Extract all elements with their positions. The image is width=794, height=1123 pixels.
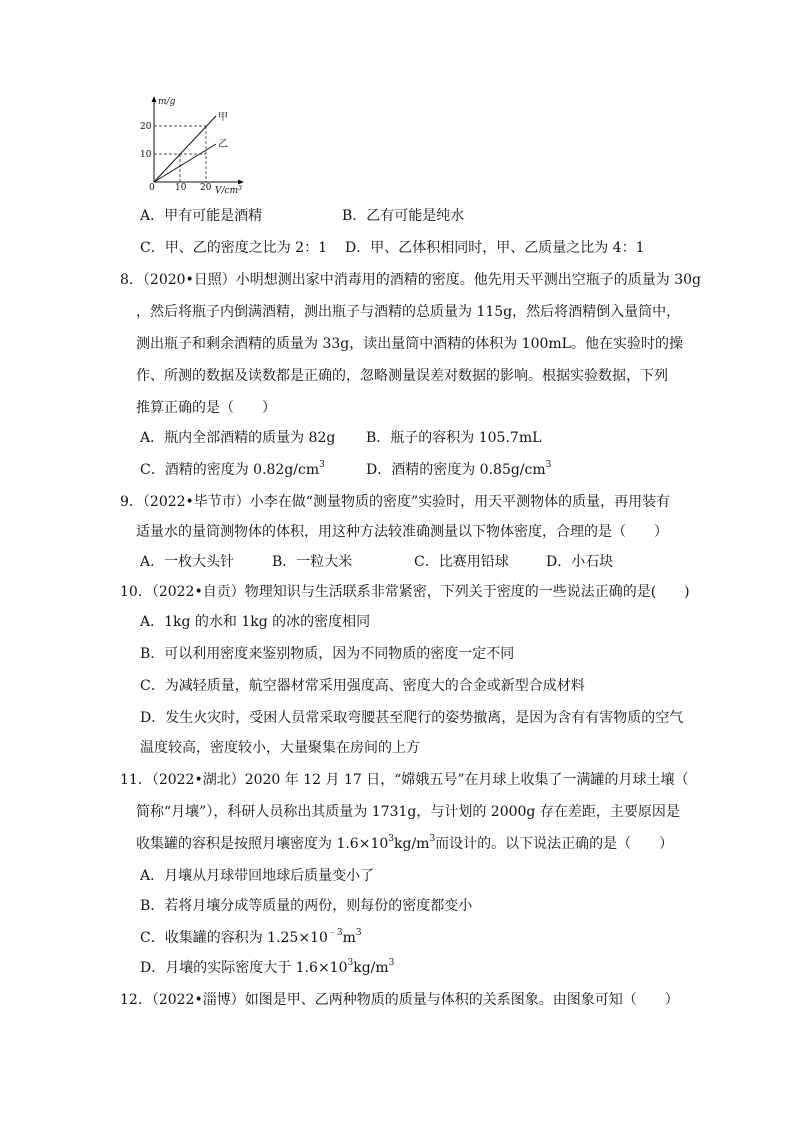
- x-tick-20: 20: [200, 183, 212, 193]
- q11-line-3-sup1: 3: [388, 834, 394, 845]
- q8-line-5: 推算正确的是（ ）: [136, 400, 276, 416]
- q8-option-a: A．瓶内全部酒精的质量为 82g: [140, 430, 336, 446]
- mass-volume-graph: [136, 92, 256, 196]
- q8-line-1: 8．（2020•日照）小明想测出家中消毒用的酒精的密度。他先用天平测出空瓶子的质量为 30g: [120, 272, 702, 288]
- q8-option-d-sup: 3: [545, 460, 552, 471]
- line-yi-label: 乙: [218, 139, 228, 150]
- q11-option-b: B．若将月壤分成等质量的两份，则每份的密度都变小: [140, 898, 473, 914]
- q11-line-1: 11．（2022•湖北）2020 年 12 月 17 日，“嫦娥五号”在月球上收集了一满罐的月球土壤（: [120, 772, 689, 788]
- q11-option-c-a: C．收集罐的容积为 1.25×10: [140, 930, 328, 946]
- q8-option-d-text: D．酒精的密度为 0.85g/cm: [366, 462, 546, 478]
- q8-option-c-text: C．酒精的密度为 0.82g/cm: [140, 462, 320, 478]
- x-axis-arrow: [238, 180, 244, 185]
- y-axis-arrow: [152, 96, 157, 102]
- q11-option-d-sup1: 3: [347, 958, 354, 969]
- q11-option-d: [140, 958, 394, 978]
- y-tick-10: 10: [140, 150, 152, 160]
- q8-option-c-sup: 3: [319, 460, 325, 471]
- q8-option-d: [366, 460, 551, 480]
- q7-option-b: B．乙有可能是纯水: [342, 208, 465, 224]
- q10-option-d-line-2: 温度较高，密度较小，大量聚集在房间的上方: [140, 740, 420, 756]
- q10-line-1: 10．（2022•自贡）物理知识与生活联系非常紧密，下列关于密度的一些说法正确的是( ): [120, 584, 690, 600]
- q8-option-c: [140, 460, 325, 480]
- q10-option-c: C．为减轻质量，航空器材常采用强度高、密度大的合金或新型合成材料: [140, 678, 585, 694]
- q8-line-3: 测出瓶子和剩余酒精的质量为 33g，读出量筒中酒精的体积为 100mL。他在实验时的操: [136, 336, 683, 352]
- q9-option-d: D．小石块: [546, 554, 614, 570]
- q9-option-b: B．一粒大米: [272, 554, 353, 570]
- q8-line-2: ，然后将瓶子内倒满酒精，测出瓶子与酒精的总质量为 115g，然后将酒精倒入量筒中，: [136, 304, 681, 320]
- q8-option-b: B．瓶子的容积为 105.7mL: [366, 430, 542, 446]
- q11-option-c: [140, 928, 362, 948]
- q11-option-c-sup2: 3: [355, 928, 362, 939]
- q11-option-d-a: D．月壤的实际密度大于 1.6×10: [140, 960, 348, 976]
- x-axis-label: [215, 185, 242, 196]
- q11-option-c-sup1: ﹣3: [327, 928, 343, 939]
- q9-option-c: C．比赛用铅球: [414, 554, 509, 570]
- q10-option-a: A．1kg 的水和 1kg 的冰的密度相同: [140, 614, 371, 630]
- q11-line-3-sup2: 3: [429, 834, 436, 845]
- q9-line-1: 9．（2022•毕节市）小李在做“测量物质的密度”实验时，用天平测物体的质量，再用装有: [120, 494, 671, 510]
- q12-line-1: 12．（2022•淄博）如图是甲、乙两种物质的质量与体积的关系图象。由图象可知（ ）: [120, 992, 679, 1008]
- x-axis-label-text: V/cm: [215, 186, 239, 196]
- q10-option-b: B．可以利用密度来鉴别物质，因为不同物质的密度一定不同: [140, 646, 515, 662]
- q11-line-3: [136, 834, 673, 854]
- q11-line-2: 简称“月壤”），科研人员称出其质量为 1731g，与计划的 2000g 存在差距，主要原因是: [136, 804, 680, 820]
- q11-option-d-b: kg/m: [353, 960, 389, 976]
- x-tick-10: 10: [175, 183, 187, 193]
- q9-line-2: 适量水的量筒测物体的体积，用这种方法较准确测量以下物体密度，合理的是（ ）: [136, 524, 668, 540]
- q9-option-a: A．一枚大头针: [140, 554, 235, 570]
- q7-option-c: C．甲、乙的密度之比为 2：1: [140, 240, 327, 256]
- q11-line-3-c: 而设计的。以下说法正确的是（ ）: [435, 836, 674, 852]
- y-axis-label: m/g: [158, 97, 176, 107]
- y-tick-20: 20: [140, 122, 152, 132]
- line-jia-label: 甲: [218, 112, 228, 123]
- q8-line-4: 作、所测的数据及读数都是正确的，忽略测量误差对数据的影响。根据实验数据，下列: [136, 368, 668, 384]
- q7-option-a: A．甲有可能是酒精: [140, 208, 263, 224]
- q11-line-3-b: kg/m: [394, 836, 430, 852]
- q11-option-c-b: m: [342, 930, 356, 946]
- q7-option-d: D．甲、乙体积相同时，甲、乙质量之比为 4：1: [345, 240, 645, 256]
- q10-option-d-line-1: D．发生火灾时，受困人员常采取弯腰甚至爬行的姿势撤离，是因为含有有害物质的空气: [140, 710, 684, 726]
- q11-option-a: A．月壤从月球带回地球后质量变小了: [140, 868, 375, 884]
- origin-label: 0: [149, 183, 155, 193]
- x-axis-label-sup: 3: [238, 185, 242, 192]
- q11-option-d-sup2: 3: [388, 958, 395, 969]
- q11-line-3-a: 收集罐的容积是按照月壤密度为 1.6×10: [136, 836, 389, 852]
